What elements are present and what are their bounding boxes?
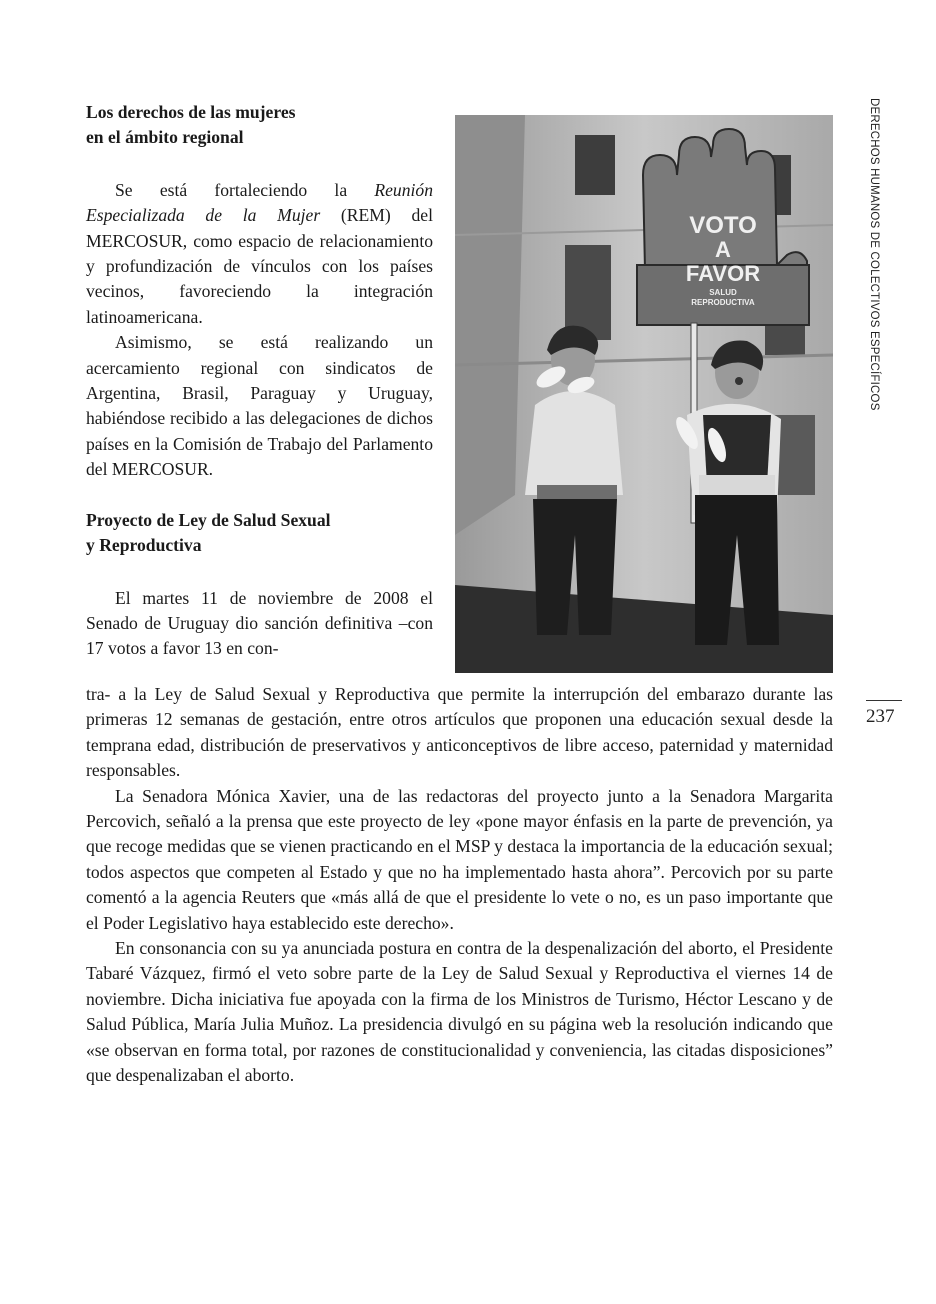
sign-text: A <box>715 237 731 262</box>
paragraph-xavier: La Senadora Mónica Xavier, una de las redactoras del proyecto junto a la Senadora Margarita Percovich, señaló a la prensa que este proyecto de ley «pone mayor énfasis en la parte de prevención, ya que recoge medidas que se vienen practicando en el MSP y destaca la importancia de la educación sexual; todos aspectos que competen al Estado y que no ha implementado hasta ahora”. Percovich por su parte comentó a la agencia Reuters que «más allá de que el presidente lo vete o no, es un paso importante que el Poder Legislativo haya establecido este derecho». <box>86 785 833 933</box>
heading-line: y Reproductiva <box>86 535 202 556</box>
section-heading-regional <box>86 100 433 151</box>
left-column <box>86 100 433 662</box>
sign-text: REPRODUCTIVA <box>691 298 755 307</box>
sign-text: FAVOR <box>685 261 761 286</box>
full-width-text <box>86 682 833 1089</box>
text-run: Se está fortaleciendo la <box>115 179 375 200</box>
sign-text: VOTO <box>689 212 757 239</box>
section-heading-ley <box>86 508 433 559</box>
paragraph-rem <box>86 178 433 330</box>
heading-line: en el ámbito regional <box>86 127 244 148</box>
heading-line: Proyecto de Ley de Salud Sexual <box>86 509 331 530</box>
paragraph-senado-start: El martes 11 de noviembre de 2008 el Senado de Uruguay dio sanción definitiva –con 17 votos a favor 13 en con- <box>86 587 433 659</box>
page-number-rule <box>866 700 902 701</box>
paragraph-sindicatos: Asimismo, se está realizando un acercamiento regional con sindicatos de Argentina, Brasil, Paraguay y Uruguay, habiéndose recibido a las delegaciones de dichos países en la Comisión de Trabajo del Parlamento del MERCOSUR. <box>86 332 433 480</box>
paragraph-senado-end: tra- a la Ley de Salud Sexual y Reproductiva que permite la interrupción del embarazo durante las primeras 12 semanas de gestación, entre otros artículos que proponen una educación sexual desde la temprana edad, distribución de preservativos y anticonceptivos de libre acceso, paternidad y maternidad responsables. <box>86 684 833 781</box>
sign-text: SALUD <box>709 288 737 297</box>
italic-term: Reunión Especializada de la Mujer <box>86 179 433 226</box>
photo-clowns-protest <box>455 115 833 673</box>
running-head: DERECHOS HUMANOS DE COLECTIVOS ESPECÍFICOS <box>868 98 880 411</box>
heading-line: Los derechos de las mujeres <box>86 102 296 122</box>
page-number: 237 <box>866 706 895 727</box>
text-run: (REM) del MERCOSUR, como espacio de relacionamiento y profundización de vínculos con los países vecinos, favoreciendo la integración latinoamericana. <box>86 205 433 327</box>
paragraph-veto: En consonancia con su ya anunciada postura en contra de la despenalización del aborto, el Presidente Tabaré Vázquez, firmó el veto sobre parte de la Ley de Salud Sexual y Reproductiva el viernes 14 de noviembre. Dicha iniciativa fue apoyada con la firma de los Ministros de Turismo, Héctor Lescano y de Salud Pública, María Julia Muñoz. La presidencia divulgó en su página web la resolución indicando que «se observan en forma total, por razones de constitucionalidad y conveniencia, las citadas disposiciones” que despenalizaban el aborto. <box>86 938 833 1086</box>
